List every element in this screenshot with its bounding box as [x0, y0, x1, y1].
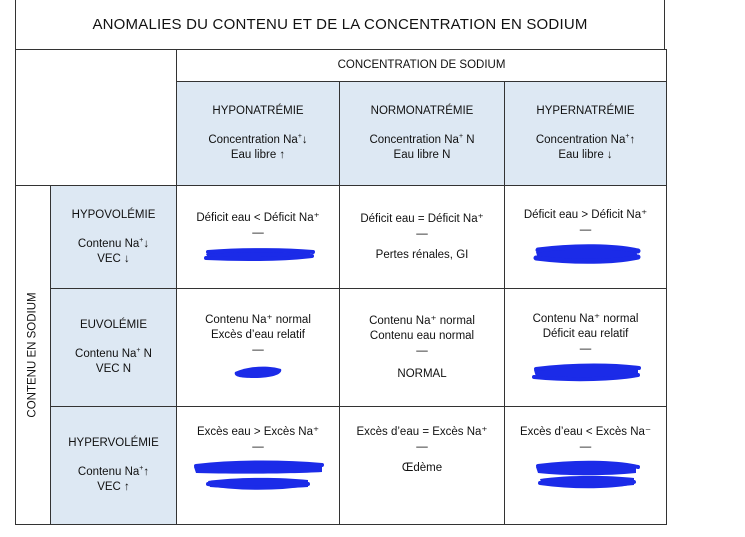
empty-corner-cell	[16, 50, 177, 186]
cell-dash: —	[579, 441, 592, 453]
row-header-hypovolemie	[51, 186, 177, 289]
row-name: HYPOVOLÉMIE	[71, 208, 156, 221]
cell-dash: —	[252, 344, 264, 356]
cell-text-2: Contenu eau normal	[369, 329, 475, 342]
column-header-hypernatremie	[505, 82, 667, 186]
cell-dash: —	[416, 227, 428, 240]
cell-text: Contenu Na⁺ normal	[532, 313, 639, 325]
cell-text: Déficit eau > Déficit Na⁺	[523, 209, 648, 221]
column-name: HYPERNATRÉMIE	[536, 105, 635, 117]
cell-dash: —	[416, 344, 428, 357]
column-concentration-line: Concentration Na+↓	[208, 133, 308, 146]
cell-eu-hypo	[177, 289, 340, 407]
cell-text: Contenu Na⁺ normal	[205, 314, 311, 326]
table-frame	[15, 0, 666, 526]
row-vec-line: VEC N	[95, 363, 132, 375]
row-name: EUVOLÉMIE	[79, 319, 148, 331]
cell-eu-hyper	[505, 289, 667, 407]
sodium-anomalies-table	[15, 49, 667, 525]
cell-dash: —	[579, 224, 592, 236]
column-header-hyponatremie	[177, 82, 340, 186]
row-content-line: Contenu Na+↑	[77, 465, 150, 478]
cell-note: NORMAL	[397, 367, 447, 380]
table-title: ANOMALIES DU CONTENU ET DE LA CONCENTRATION EN SODIUM	[15, 0, 665, 50]
cell-dash: —	[416, 441, 428, 453]
redaction-scribble	[526, 459, 646, 491]
cell-hypo-normo	[340, 186, 505, 289]
row-name: HYPERVOLÉMIE	[68, 437, 159, 449]
cell-hypo-hypo	[177, 186, 340, 289]
column-concentration-line: Concentration Na+ N	[369, 133, 475, 146]
column-name: HYPONATRÉMIE	[212, 105, 304, 117]
cell-note: Œdème	[401, 462, 443, 474]
cell-eu-normo	[340, 289, 505, 407]
cell-text: Déficit eau = Déficit Na⁺	[360, 212, 484, 225]
cell-text: Excès d’eau = Excès Na⁺	[356, 426, 488, 438]
redaction-scribble	[198, 245, 318, 263]
row-header-euvolemie	[51, 289, 177, 407]
cell-hyper-normo	[340, 407, 505, 525]
redaction-scribble	[526, 361, 646, 383]
cell-dash: —	[579, 343, 592, 355]
column-water-line: Eau libre N	[393, 149, 451, 161]
column-concentration-line: Concentration Na+↑	[535, 133, 636, 146]
cell-text: Déficit eau < Déficit Na⁺	[196, 212, 320, 224]
cell-dash: —	[252, 227, 264, 239]
row-content-line: Contenu Na+↓	[77, 236, 150, 250]
cell-hyper-hyper	[505, 407, 667, 525]
row-content-line: Contenu Na+ N	[75, 347, 152, 360]
redaction-scribble	[188, 459, 328, 491]
cell-text: Excès d’eau < Excès Na⁻	[519, 426, 652, 438]
cell-text: Excès eau > Excès Na⁺	[196, 426, 320, 438]
cell-hyper-hypo	[177, 407, 340, 525]
cell-text: Contenu Na⁺ normal	[369, 314, 475, 327]
column-water-line: Eau libre ↓	[558, 149, 613, 161]
column-water-line: Eau libre ↑	[230, 149, 286, 161]
row-header-hypervolemie	[51, 407, 177, 525]
row-vec-line: VEC ↓	[97, 252, 130, 265]
row-vec-line: VEC ↑	[97, 481, 130, 493]
redaction-scribble	[223, 362, 293, 382]
redaction-scribble	[526, 242, 646, 266]
column-name: NORMONATRÉMIE	[370, 105, 474, 117]
cell-note: Pertes rénales, GI	[375, 248, 469, 261]
content-header-cell	[16, 186, 51, 525]
cell-hypo-hyper	[505, 186, 667, 289]
column-header-normonatremie	[340, 82, 505, 186]
concentration-header: CONCENTRATION DE SODIUM	[177, 50, 667, 82]
content-header: CONTENU EN SODIUM	[26, 292, 39, 418]
cell-text-2: Excès d’eau relatif	[211, 329, 305, 341]
cell-text-2: Déficit eau relatif	[542, 328, 629, 340]
cell-dash: —	[252, 441, 264, 453]
